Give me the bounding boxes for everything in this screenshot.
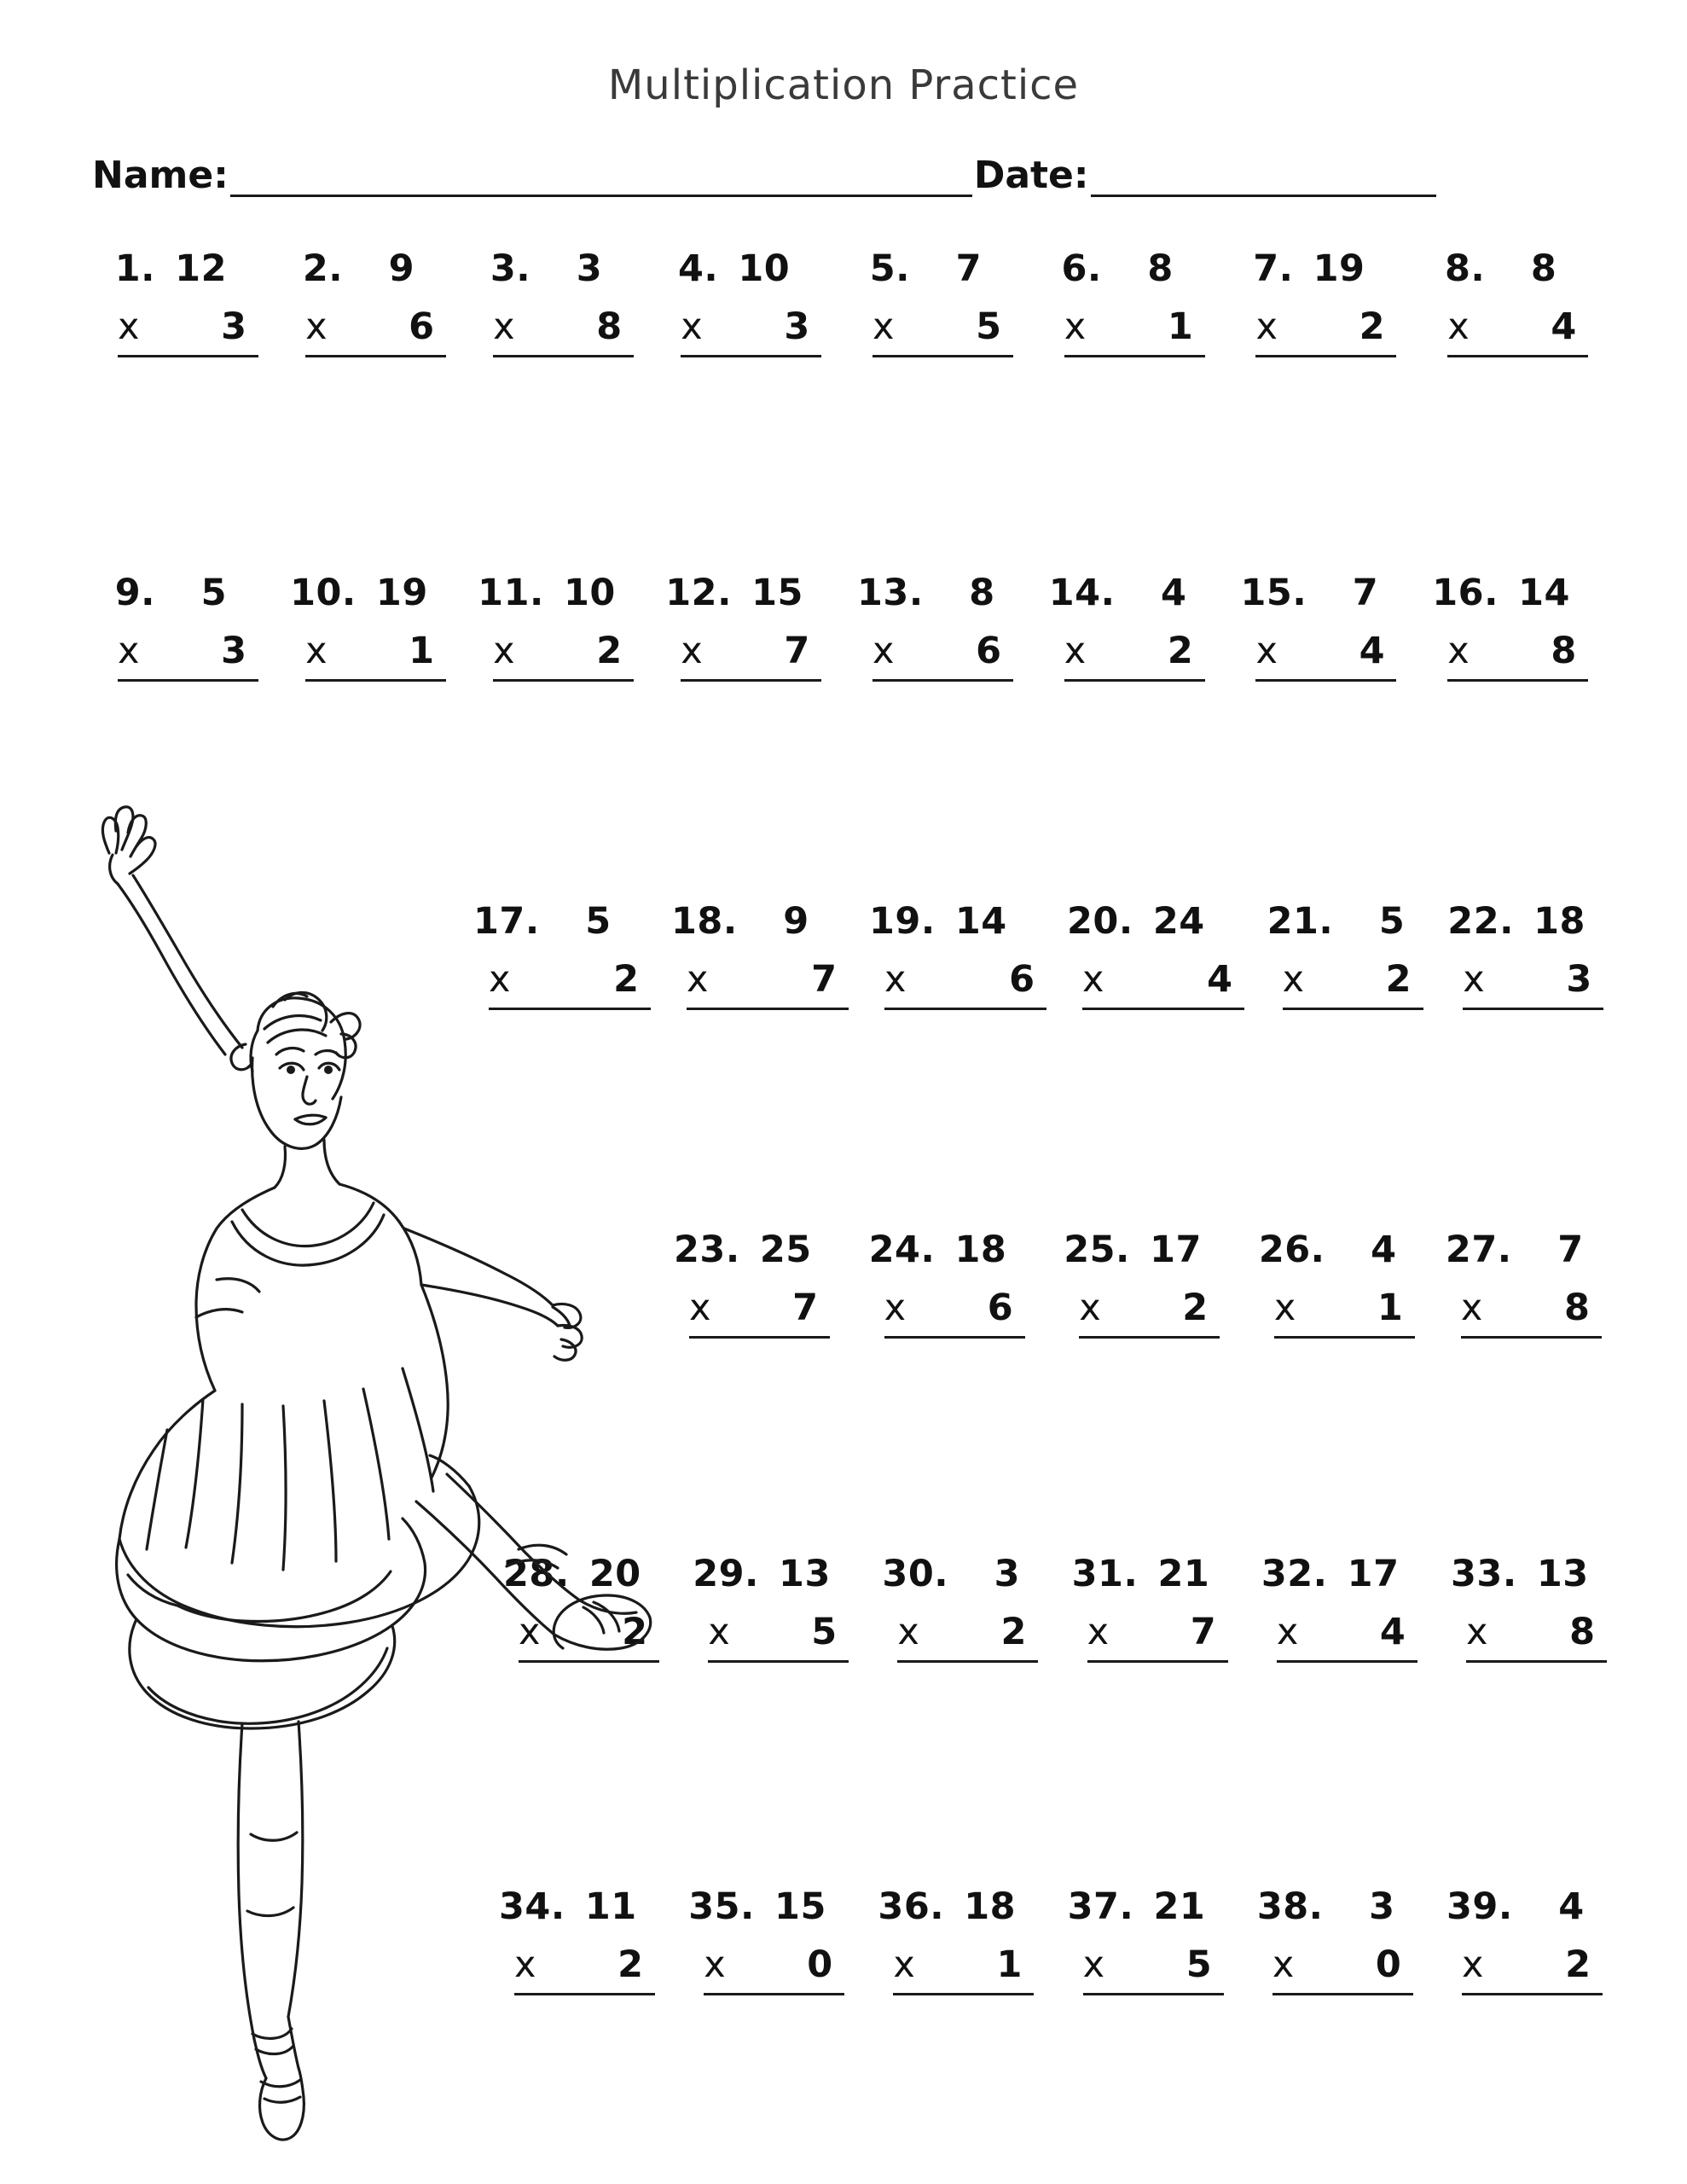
ballerina-illustration [75,802,723,2150]
operator: x [1064,305,1087,348]
operator: x [1255,630,1278,672]
problem-3 [478,247,645,357]
operator: x [514,1943,536,1986]
multiplier: 2 [1385,958,1412,1001]
date-write-line[interactable] [1091,166,1436,197]
problem-number: 20. [1067,900,1133,943]
operator: x [689,1287,711,1329]
multiplier: 8 [1551,630,1577,672]
operator: x [897,1611,919,1653]
problem-number: 3. [490,247,531,290]
problem-2 [290,247,457,357]
problem-number: 19. [869,900,936,943]
name-write-line[interactable] [230,166,972,197]
operator: x [1255,305,1278,348]
problem-27 [1446,1228,1612,1339]
operator: x [1079,1287,1101,1329]
multiplicand: 15 [751,572,803,614]
operator: x [519,1611,541,1653]
multiplicand: 8 [1530,247,1557,290]
multiplier: 0 [1375,1943,1401,1986]
problem-number: 34. [499,1885,565,1928]
operator: x [1272,1943,1295,1986]
multiplicand: 7 [955,247,982,290]
multiplier: 2 [617,1943,643,1986]
problem-number: 1. [114,247,155,290]
problem-row-1 [102,247,1603,357]
problem-13 [857,572,1029,682]
problem-32 [1261,1553,1430,1663]
problem-number: 28. [503,1553,570,1595]
multiplier: 1 [409,630,435,672]
multiplicand: 18 [954,1228,1007,1271]
multiplier: 6 [409,305,435,348]
operator: x [1282,958,1305,1001]
problem-number: 38. [1256,1885,1324,1928]
problem-number: 15. [1240,572,1307,614]
problem-number: 37. [1067,1885,1134,1928]
multiplicand: 13 [779,1553,831,1595]
multiplier: 5 [976,305,1001,348]
multiplicand: 4 [1371,1228,1397,1271]
multiplicand: 4 [1558,1885,1585,1928]
operator: x [118,305,140,348]
multiplier: 0 [807,1943,833,1986]
problem-number: 31. [1071,1553,1139,1595]
multiplier: 1 [1377,1287,1403,1329]
multiplicand: 18 [964,1885,1017,1928]
problem-31 [1072,1553,1241,1663]
multiplier: 3 [784,305,810,348]
multiplicand: 14 [954,900,1007,943]
problem-10 [290,572,457,682]
multiplier: 5 [811,1611,838,1653]
multiplier: 2 [613,958,639,1001]
operator: x [681,630,703,672]
problem-25 [1064,1228,1238,1339]
operator: x [872,630,895,672]
multiplicand: 9 [388,247,415,290]
problem-number: 24. [868,1228,936,1271]
multiplicand: 3 [576,247,603,290]
multiplicand: 17 [1150,1228,1202,1271]
problem-number: 26. [1258,1228,1325,1271]
operator: x [118,630,140,672]
problem-30 [882,1553,1051,1663]
problem-number: 23. [674,1228,740,1271]
multiplier: 4 [1379,1611,1406,1653]
operator: x [872,305,895,348]
problem-16 [1432,572,1603,682]
problem-39 [1446,1885,1608,1995]
problem-9 [102,572,270,682]
multiplier: 2 [1000,1611,1027,1653]
operator: x [493,305,515,348]
multiplicand: 12 [175,247,227,290]
problem-row-4 [674,1228,1612,1339]
operator: x [1463,958,1485,1001]
problem-number: 12. [665,572,732,614]
operator: x [489,958,511,1001]
multiplier: 3 [221,630,246,672]
multiplier: 1 [1167,305,1193,348]
multiplicand: 15 [774,1885,826,1928]
operator: x [893,1943,915,1986]
operator: x [1087,1611,1110,1653]
problem-number: 16. [1432,572,1499,614]
multiplier: 2 [1565,1943,1591,1986]
operator: x [305,630,328,672]
multiplicand: 19 [375,572,428,614]
name-date-line [92,154,1457,197]
operator: x [305,305,328,348]
multiplier: 2 [1167,630,1193,672]
multiplicand: 20 [588,1553,641,1595]
operator: x [1276,1611,1299,1653]
problem-number: 21. [1267,900,1334,943]
problem-14 [1049,572,1220,682]
operator: x [493,630,515,672]
multiplicand: 9 [783,900,809,943]
problem-number: 14. [1048,572,1116,614]
operator: x [708,1611,730,1653]
multiplicand: 3 [994,1553,1021,1595]
problem-number: 33. [1451,1553,1517,1595]
multiplier: 8 [1564,1287,1590,1329]
multiplicand: 10 [738,247,791,290]
multiplicand: 14 [1518,572,1570,614]
problem-number: 11. [478,572,544,614]
problem-21 [1267,900,1428,1010]
problem-number: 32. [1261,1553,1328,1595]
problem-number: 39. [1446,1885,1513,1928]
problem-number: 6. [1061,247,1102,290]
multiplicand: 3 [1369,1885,1395,1928]
multiplier: 4 [1359,630,1385,672]
multiplier: 2 [622,1611,647,1653]
problem-1 [102,247,270,357]
multiplier: 7 [1190,1611,1216,1653]
problem-number: 7. [1253,247,1294,290]
operator: x [1447,305,1470,348]
problem-12 [665,572,837,682]
multiplicand: 18 [1533,900,1586,943]
problem-number: 29. [693,1553,759,1595]
problem-number: 4. [677,247,719,290]
problem-5 [857,247,1029,357]
problem-11 [478,572,645,682]
date-label: Date: [973,154,1089,197]
multiplier: 1 [996,1943,1023,1986]
multiplicand: 13 [1536,1553,1589,1595]
multiplicand: 21 [1153,1885,1206,1928]
operator: x [1082,958,1104,1001]
problem-number: 5. [869,247,910,290]
problem-number: 17. [473,900,540,943]
multiplicand: 10 [564,572,616,614]
operator: x [884,958,907,1001]
multiplicand: 24 [1152,900,1205,943]
problem-number: 30. [882,1553,949,1595]
problem-4 [665,247,837,357]
multiplicand: 7 [1557,1228,1584,1271]
multiplier: 3 [1566,958,1592,1001]
problem-24 [869,1228,1044,1339]
operator: x [687,958,709,1001]
problem-number: 36. [878,1885,945,1928]
multiplier: 6 [1009,958,1035,1001]
multiplier: 4 [1207,958,1232,1001]
multiplier: 2 [1182,1287,1209,1329]
multiplier: 6 [987,1287,1013,1329]
problem-15 [1240,572,1412,682]
multiplicand: 8 [969,572,995,614]
problem-row-2 [102,572,1603,682]
operator: x [884,1287,907,1329]
multiplier: 5 [1186,1943,1212,1986]
multiplicand: 5 [1378,900,1406,943]
multiplier: 2 [1359,305,1385,348]
problem-number: 25. [1064,1228,1130,1271]
multiplier: 4 [1551,305,1577,348]
problem-number: 2. [302,247,344,290]
operator: x [1064,630,1087,672]
multiplicand: 25 [759,1228,812,1271]
operator: x [1466,1611,1488,1653]
operator: x [1273,1287,1296,1329]
multiplicand: 21 [1157,1553,1210,1595]
multiplier: 7 [784,630,810,672]
multiplicand: 11 [584,1885,637,1928]
problem-22 [1447,900,1608,1010]
multiplicand: 19 [1313,247,1365,290]
problem-38 [1257,1885,1426,1995]
multiplier: 7 [811,958,837,1001]
multiplier: 6 [976,630,1001,672]
problem-number: 10. [290,572,357,614]
problem-number: 35. [688,1885,755,1928]
multiplicand: 4 [1161,572,1187,614]
name-label: Name: [92,154,229,197]
problem-20 [1067,900,1247,1010]
page-title: Multiplication Practice [607,61,1080,109]
problem-37 [1068,1885,1237,1995]
operator: x [1460,1287,1483,1329]
operator: x [1462,1943,1484,1986]
multiplicand: 5 [200,572,227,614]
multiplicand: 5 [585,900,612,943]
problem-number: 13. [856,572,924,614]
problem-36 [878,1885,1046,1995]
problem-number: 27. [1445,1228,1512,1271]
problem-7 [1240,247,1412,357]
problem-number: 9. [114,572,155,614]
problem-33 [1451,1553,1612,1663]
multiplier: 8 [1569,1611,1596,1653]
problem-6 [1049,247,1220,357]
problem-number: 8. [1444,247,1486,290]
multiplicand: 17 [1347,1553,1400,1595]
problem-number: 22. [1447,900,1514,943]
multiplier: 3 [221,305,246,348]
operator: x [1082,1943,1105,1986]
problem-19 [869,900,1046,1010]
operator: x [1447,630,1470,672]
operator: x [704,1943,726,1986]
problem-26 [1259,1228,1425,1339]
multiplier: 2 [596,630,623,672]
multiplier: 8 [596,305,623,348]
multiplier: 7 [792,1287,818,1329]
problem-8 [1432,247,1603,357]
problem-number: 18. [671,900,738,943]
operator: x [681,305,703,348]
multiplicand: 8 [1147,247,1174,290]
multiplicand: 7 [1352,572,1379,614]
